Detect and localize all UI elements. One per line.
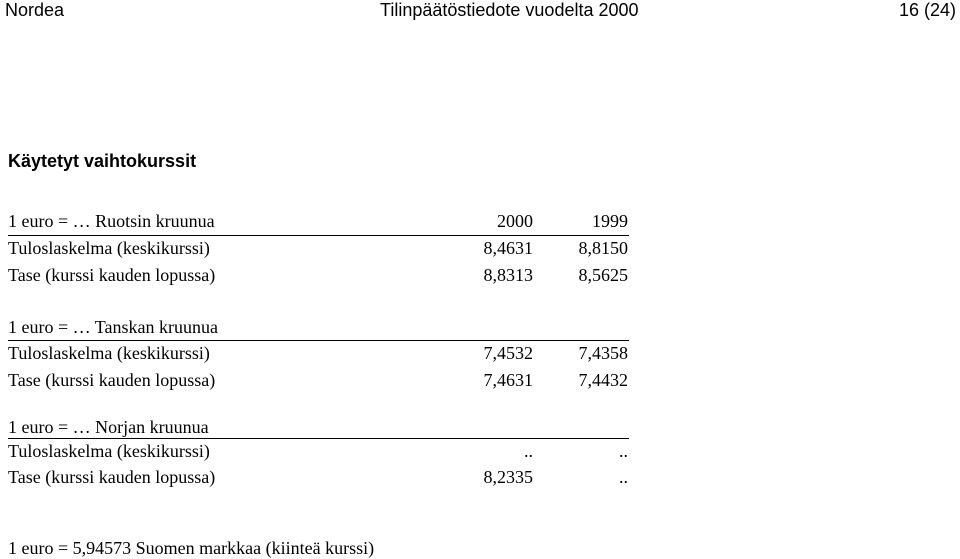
row-label: Tase (kurssi kauden lopussa) xyxy=(8,370,216,390)
value-2000: .. xyxy=(524,441,533,461)
row-label: Tase (kurssi kauden lopussa) xyxy=(8,467,216,487)
row-label: Tuloslaskelma (keskikurssi) xyxy=(8,343,210,363)
value-2000: 7,4631 xyxy=(483,370,533,390)
value-1999: .. xyxy=(619,441,628,461)
header-page-number: 16 (24) xyxy=(898,0,956,20)
header-rule xyxy=(8,235,629,236)
section-title: Käytetyt vaihtokurssit xyxy=(8,151,197,171)
value-1999: .. xyxy=(619,467,628,487)
table-row xyxy=(8,466,628,488)
header-rule xyxy=(8,438,629,439)
table-row xyxy=(8,237,628,259)
value-1999: 8,5625 xyxy=(578,265,628,285)
block-heading: 1 euro = … Ruotsin kruunua xyxy=(8,211,215,231)
fixed-rate-note: 1 euro = 5,94573 Suomen markkaa (kiinteä kurssi) xyxy=(8,538,375,558)
table-row xyxy=(8,264,628,286)
table-row xyxy=(8,342,628,364)
block-heading-row xyxy=(8,316,628,338)
column-header-year: 2000 xyxy=(497,211,533,231)
block-heading: 1 euro = … Tanskan kruunua xyxy=(8,317,219,337)
row-label: Tuloslaskelma (keskikurssi) xyxy=(8,441,210,461)
value-2000: 7,4532 xyxy=(483,343,533,363)
block-heading: 1 euro = … Norjan kruunua xyxy=(8,417,209,437)
header-company-name: Nordea xyxy=(5,0,65,20)
table-row xyxy=(8,440,628,462)
row-label: Tuloslaskelma (keskikurssi) xyxy=(8,238,210,258)
value-2000: 8,8313 xyxy=(483,265,533,285)
table-row xyxy=(8,369,628,391)
value-2000: 8,2335 xyxy=(483,467,533,487)
value-1999: 7,4358 xyxy=(578,343,628,363)
value-2000: 8,4631 xyxy=(483,238,533,258)
header-rule xyxy=(8,340,629,341)
block-heading-row xyxy=(8,210,628,232)
row-label: Tase (kurssi kauden lopussa) xyxy=(8,265,216,285)
value-1999: 8,8150 xyxy=(578,238,628,258)
header-document-title: Tilinpäätöstiedote vuodelta 2000 xyxy=(380,0,639,20)
block-heading-row xyxy=(8,416,628,438)
value-1999: 7,4432 xyxy=(578,370,628,390)
column-header-year: 1999 xyxy=(592,211,628,231)
